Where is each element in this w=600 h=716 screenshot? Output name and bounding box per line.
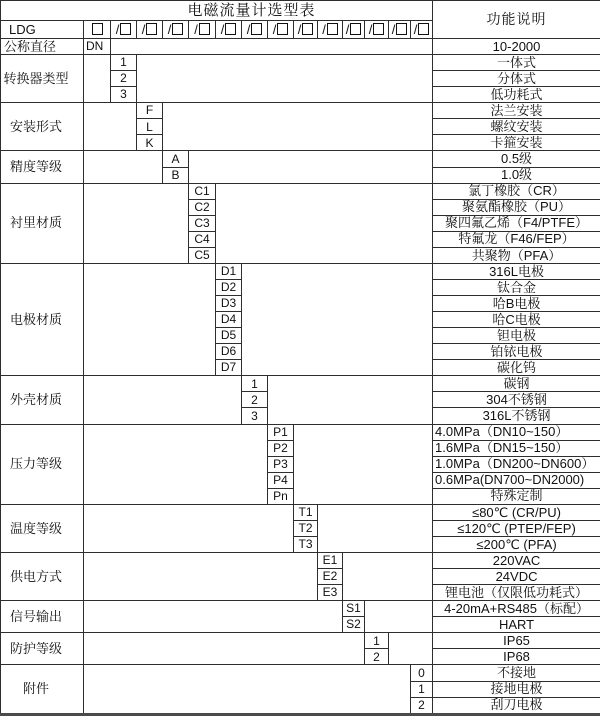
code-cell: 1	[242, 376, 268, 392]
spacer-cell	[84, 376, 242, 424]
function-cell: 氯丁橡胶（CR）	[433, 183, 600, 199]
code-cell: L	[137, 119, 163, 135]
code-box-icon	[277, 23, 288, 35]
slash-separator: /	[141, 21, 146, 37]
model-code-slot	[318, 21, 343, 39]
model-code-slot	[137, 21, 163, 39]
category-label: 精度等级	[1, 151, 84, 183]
spacer-cell	[84, 424, 268, 504]
spacer-cell	[242, 263, 433, 375]
spacer-cell	[111, 39, 433, 55]
model-code-slot	[343, 21, 365, 39]
spacer-cell	[189, 151, 433, 183]
category-label: 安装形式	[1, 103, 84, 151]
function-cell: 一体式	[433, 55, 600, 71]
code-cell: C2	[189, 199, 216, 215]
code-cell: S2	[343, 617, 365, 633]
function-cell: 1.6MPa（DN15~150）	[433, 440, 600, 456]
function-cell: 4-20mA+RS485（标配）	[433, 601, 600, 617]
code-cell: D7	[216, 360, 242, 376]
spacer-cell	[84, 103, 137, 151]
spacer-cell	[294, 424, 433, 504]
code-cell: T3	[294, 536, 318, 552]
spacer-cell	[268, 376, 433, 424]
category-label: 电极材质	[1, 263, 84, 375]
function-cell: 碳钢	[433, 376, 600, 392]
category-label: 公称直径	[1, 39, 84, 55]
category-label: 信号输出	[1, 601, 84, 633]
function-cell: 共聚物（PFA）	[433, 247, 600, 263]
function-cell: 铂铱电极	[433, 344, 600, 360]
code-cell: 1	[365, 633, 389, 649]
spacer-cell	[84, 504, 294, 552]
code-cell: B	[163, 167, 189, 183]
category-label: 衬里材质	[1, 183, 84, 263]
spacer-cell	[84, 183, 189, 263]
function-cell: 低功耗式	[433, 87, 600, 103]
function-cell: 刮刀电极	[433, 697, 600, 714]
model-code-slot	[84, 21, 111, 39]
model-code-slot	[242, 21, 268, 39]
code-cell: E1	[318, 553, 343, 569]
slash-separator: /	[115, 21, 120, 37]
function-cell: 钽电极	[433, 328, 600, 344]
model-code-slot	[294, 21, 318, 39]
code-cell: 0	[411, 665, 433, 681]
code-box-icon	[120, 23, 131, 35]
code-cell: 2	[365, 649, 389, 665]
spacer-cell	[84, 665, 411, 715]
spacer-cell	[318, 504, 433, 552]
code-cell: P2	[268, 440, 294, 456]
code-box-icon	[418, 23, 429, 35]
code-cell: C4	[189, 231, 216, 247]
code-cell: K	[137, 135, 163, 151]
model-code-slot	[268, 21, 294, 39]
spacer-cell	[84, 263, 216, 375]
code-cell: 2	[411, 697, 433, 714]
code-cell: P3	[268, 456, 294, 472]
code-cell: 2	[111, 71, 137, 87]
code-box-icon	[327, 23, 338, 35]
slash-separator: /	[391, 21, 396, 37]
function-cell: 24VDC	[433, 569, 600, 585]
code-cell: T2	[294, 520, 318, 536]
model-code-slot	[411, 21, 433, 39]
function-cell: 220VAC	[433, 553, 600, 569]
spacer-cell	[84, 553, 318, 601]
function-cell: 316L不锈钢	[433, 408, 600, 424]
code-cell: T1	[294, 504, 318, 520]
code-box-icon	[302, 23, 313, 35]
spacer-cell	[389, 633, 433, 665]
function-cell: 聚四氟乙烯（F4/PTFE）	[433, 215, 600, 231]
code-cell: S1	[343, 601, 365, 617]
function-cell: 1.0级	[433, 167, 600, 183]
code-cell: D1	[216, 263, 242, 279]
slash-separator: /	[345, 21, 350, 37]
model-code-slot	[389, 21, 411, 39]
function-cell: 特殊定制	[433, 488, 600, 504]
slash-separator: /	[220, 21, 225, 37]
spacer-cell	[84, 151, 163, 183]
slash-separator: /	[368, 21, 373, 37]
function-cell: 10-2000	[433, 39, 600, 55]
code-cell: P4	[268, 472, 294, 488]
slash-separator: /	[194, 21, 198, 37]
model-code-slot	[163, 21, 189, 39]
code-box-icon	[92, 23, 103, 35]
function-cell: 316L电极	[433, 263, 600, 279]
code-cell: D2	[216, 279, 242, 295]
function-cell: 0.5级	[433, 151, 600, 167]
function-cell: 锂电池（仅限低功耗式）	[433, 585, 600, 601]
code-cell: D5	[216, 328, 242, 344]
category-label: 转换器类型	[1, 55, 84, 103]
spacer-cell	[84, 601, 343, 633]
model-code-slot	[216, 21, 242, 39]
page-title: 电磁流量计选型表	[1, 1, 433, 21]
code-box-icon	[172, 23, 183, 35]
code-cell: E3	[318, 585, 343, 601]
code-cell: D3	[216, 296, 242, 312]
code-cell: 1	[111, 55, 137, 71]
function-cell: 接地电极	[433, 681, 600, 697]
slash-separator: /	[322, 21, 326, 37]
code-cell: C3	[189, 215, 216, 231]
model-code-slot	[365, 21, 389, 39]
function-cell: ≤120℃ (PTEP/FEP)	[433, 520, 600, 536]
model-code-slot	[111, 21, 137, 39]
slash-separator: /	[167, 21, 172, 37]
model-code-slot	[189, 21, 216, 39]
function-cell: ≤80℃ (CR/PU)	[433, 504, 600, 520]
function-cell: 钛合金	[433, 279, 600, 295]
spacer-cell	[84, 55, 111, 103]
code-box-icon	[146, 23, 157, 35]
function-cell: ≤200℃ (PFA)	[433, 536, 600, 552]
code-cell: DN	[84, 39, 111, 55]
spacer-cell	[343, 553, 433, 601]
code-cell: D6	[216, 344, 242, 360]
code-cell: Pn	[268, 488, 294, 504]
function-cell: 法兰安装	[433, 103, 600, 119]
category-label: 附件	[1, 665, 84, 715]
model-prefix: LDG	[1, 21, 84, 39]
category-label: 压力等级	[1, 424, 84, 504]
code-box-icon	[199, 23, 210, 35]
category-label: 供电方式	[1, 553, 84, 601]
function-cell: 304不锈钢	[433, 392, 600, 408]
code-cell: P1	[268, 424, 294, 440]
code-cell: 1	[411, 681, 433, 697]
function-cell: IP68	[433, 649, 600, 665]
code-cell: F	[137, 103, 163, 119]
code-cell: 2	[242, 392, 268, 408]
code-box-icon	[251, 23, 262, 35]
function-cell: HART	[433, 617, 600, 633]
spacer-cell	[84, 633, 365, 665]
function-cell: 分体式	[433, 71, 600, 87]
spacer-cell	[137, 55, 433, 103]
function-cell: 不接地	[433, 665, 600, 681]
slash-separator: /	[272, 21, 277, 37]
code-box-icon	[350, 23, 361, 35]
code-cell: D4	[216, 312, 242, 328]
function-cell: 哈B电极	[433, 296, 600, 312]
function-cell: 1.0MPa（DN200~DN600）	[433, 456, 600, 472]
spacer-cell	[163, 103, 433, 151]
slash-separator: /	[246, 21, 251, 37]
spacer-cell	[216, 183, 433, 263]
code-box-icon	[225, 23, 236, 35]
function-cell: 0.6MPa(DN700~DN2000)	[433, 472, 600, 488]
function-cell: 特氟龙（F46/FEP）	[433, 231, 600, 247]
function-cell: 卡箍安装	[433, 135, 600, 151]
function-cell: 哈C电极	[433, 312, 600, 328]
function-cell: 4.0MPa（DN10~150）	[433, 424, 600, 440]
code-cell: 3	[111, 87, 137, 103]
function-description-header: 功能说明	[433, 1, 600, 39]
code-cell: C1	[189, 183, 216, 199]
category-label: 温度等级	[1, 504, 84, 552]
code-cell: A	[163, 151, 189, 167]
function-cell: IP65	[433, 633, 600, 649]
function-cell: 聚氨酯橡胶（PU）	[433, 199, 600, 215]
code-box-icon	[396, 23, 407, 35]
code-cell: C5	[189, 247, 216, 263]
slash-separator: /	[413, 21, 418, 37]
function-cell: 碳化钨	[433, 360, 600, 376]
function-cell: 螺纹安装	[433, 119, 600, 135]
code-cell: 3	[242, 408, 268, 424]
category-label: 外壳材质	[1, 376, 84, 424]
slash-separator: /	[297, 21, 302, 37]
category-label: 防护等级	[1, 633, 84, 665]
code-box-icon	[373, 23, 384, 35]
spacer-cell	[365, 601, 433, 633]
code-cell: E2	[318, 569, 343, 585]
